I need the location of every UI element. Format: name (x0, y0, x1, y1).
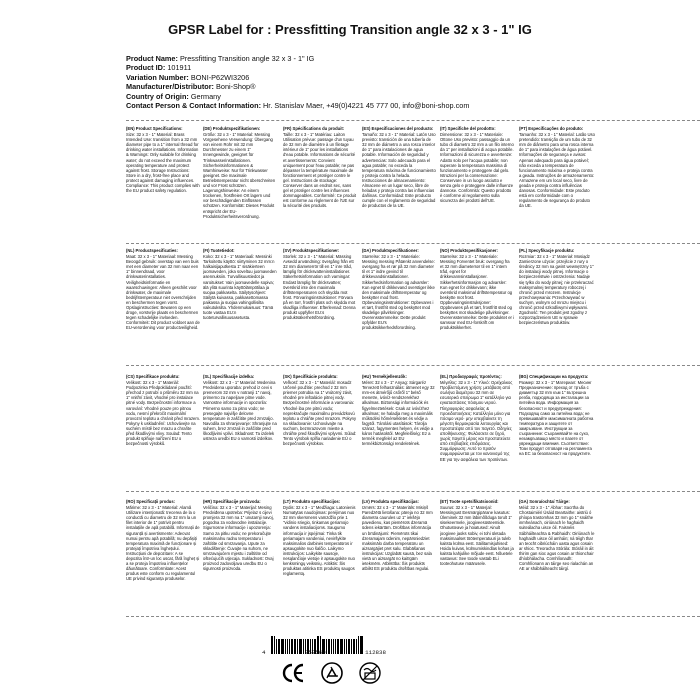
spec-heading: (DE) Produktspezifikationen: (203, 126, 261, 131)
spec-block (362, 248, 436, 360)
info-key: Contact Person & Contact Information: (126, 101, 261, 111)
spec-heading: (SV) Produktspecifikationer: (283, 248, 340, 253)
spec-text: Tamanho: 32 x 3 - 1" Material: Latão Uso pretendido: transição de um tubo de 32 mm de diâmetro para uma rosca interna de 1" para instalações de água potável. Informações de segurança e avisos: Apenas adequado para água potável; não exceda a temperatura de funcionamento máxima e proteja contra a geada. Instruções de armazenamento: Armazene em um local seco, livre de geada e proteja contra influências danosas. Conformidade: Este produto está em conformidade com o regulamento de segurança do produto da UE. (519, 132, 595, 209)
info-value: Pressfitting Transition angle 32 x 3 - 1" IG (179, 54, 315, 63)
spec-heading: (EL) Προδιαγραφές προϊόντος: (440, 374, 502, 379)
spec-block (440, 248, 514, 360)
spec-text: Méret: 32 x 3 - 1" Anyag: Sárgaréz Tervezett felhasználás: átmenet egy 32 mm-es átmérőjű csőről 1" belső menetre, ivóvíz-rendszerekhez alkalmas. Biztonsági információk és figyelmeztetések: Csak az ivóvízhez alkalmas; ne haladja meg a maximális működési hőmérsékletet és védje a fagytól. Tárolási utasítások: Tárolja száraz, fagymentes helyen, és védje a káros hatásoktól. Megfelelőség: Ez a termék megfelel az EU termékbiztonsági rendeletének. (362, 380, 435, 447)
info-row-product-name (126, 54, 469, 63)
section-divider (126, 491, 700, 492)
label-title: GPSR Label for : Pressfitting Transition angle 32 x 3 - 1" IG (168, 22, 532, 37)
info-value: 101911 (167, 63, 192, 73)
barcode-digits-right: 112838 (365, 649, 386, 656)
info-row-country (126, 92, 469, 101)
spec-block (362, 499, 436, 611)
spec-text: Mărime: 32 x 3 - 1" Material: Alamă Utilizare intenționată: trecerea de la o conductă cu diametru de 32 mm la un filet interior de 1" potrivit pentru instalațiile de apă potabilă. Informații de siguranță și avertismente: Adecvat numai pentru apă potabilă; nu depășiți temperatura maximă de funcționare și protejați împotriva înghețului. Instrucțiuni de depozitare: A se depozita într-un loc uscat, fără îngheț și a se proteja împotriva influențelor dăunătoare. Conformitate: Acest produs este conform cu regulamentul UE privind siguranța produselor. (126, 505, 200, 582)
spec-heading: (ET) Toote spetsifikatsioonid: (440, 499, 499, 504)
spec-block (283, 248, 357, 360)
info-row-manufacturer (126, 82, 469, 91)
spec-block (126, 248, 200, 360)
spec-text: Veľkosť: 32 x 3 - 1" Materiál: mosadz Určené použitie: prechod z 32 mm priemer potrubia na 1" vnútorný závit, vhodné pre inštalácie pitnej vody. Bezpečnostné informácie a varovania: Vhodné iba pre pitnú vodu; neprekračujte maximálnu prevádzkovú teplotu a chráňte pred mrazom. Pokyny na skladovanie: Uchovávajte na suchom, bezmrazovom mieste a chráňte pred škodlivými vplyvmi. Súlad: Tento výrobok spĺňa nariadenie EÚ o bezpečnosti výrobkov. (283, 380, 357, 447)
barcode-digits-mid: 058569 (304, 649, 326, 656)
spec-heading: (CS) Specifikace produktu: (126, 374, 180, 379)
spec-block (519, 374, 595, 486)
spec-text: Maat: 32 x 3 - 1" Materiaal: Messing Beoogd gebruik: overstap van een buis met een diameter van 32 mm naar een 1" binnendraad, voor drinkwaterinstallaties. Veiligheidsinformatie en waarschuwingen: Alleen geschikt voor drinkwater, de maximale bedrijfstemperatuur niet overschrijden en beschermen tegen vorst. Opslaginstructies: Bewaren op een droge, vorstvrije plaats en beschermen tegen schadelijke invloeden. Conformiteit: Dit product voldoet aan de EU-verordening voor productveiligheid. (126, 254, 200, 331)
section-divider (126, 616, 700, 617)
spec-heading: (PL) Specyfikacje produktu: (519, 248, 575, 253)
spec-heading: (IT) Specifiche del prodotto: (440, 126, 496, 131)
info-key: Country of Origin: (126, 91, 189, 101)
spec-text: Tamaño: 32 x 3 - 1" Material: Latón Uso previsto: transición de una tubería de 32 mm de diámetro a una rosca interior de 1" para instalaciones de agua potable. Información de seguridad y advertencias: Solo adecuado para el agua potable; no exceda la temperatura máxima de funcionamiento y proteja contra la helada. Instrucciones de almacenamiento: Almacene en un lugar seco, libre de heladas y proteja contra las influencias dañinas. Conformidad: Este producto cumple con el reglamento de seguridad de productos de la UE. (362, 132, 436, 209)
spec-heading: (HR) Specifikacije proizvoda: (203, 499, 261, 504)
spec-block (126, 499, 200, 611)
spec-text: Méid: 32 x 3 - 1" Ábhar: Sacrtha do Chostaimiéri Úsáid Beartaithe: aistriú ó phíopa trastomhas 32 mm go 1" snáithe inmheánach, oiriúnach le haghaidh suiteálacha uisce óil. Faisnéis Sábháilteachta & Rabhaidh: Oiriúnach le haghaidh uisce óil amháin; ná téigh thar an teocht oibriúcháin uasta agus cosain ar shioc. Treoracha Stórála: Stóráil in áit thirim gan sioc agus cosain ar thionchair dhíobhálacha. Comhlíonadh: Comhlíonann an táirge seo rialachán an AE ar shábháilteacht táirgí. (519, 505, 595, 572)
spec-heading: (EN) Product Specifications: (126, 126, 183, 131)
spec-block (362, 374, 436, 486)
info-row-variation (126, 73, 469, 82)
spec-text: Izmērs: 32 x 3 - 1" Materiāls: Misiņš Paredzētā lietošana: pāreja no 32 mm diametra caurules uz 1" iekšējo pavedienu, kas piemērots dzeramā ūdens iekārtām. Drošības informācija un brīdinājumi: Piemērots tikai dzeramajam ūdenim, nepārsniedziet maksimālo darba temperatūru un aizsargājiet pret salu. Glabāšanas instrukcijas: Uzglabāt sausā, bez sala vietā un aizsargāt no kaitīgām ietekmēm. Atbilstība: Šis produkts atbilst ES produktu drošības regulai. (362, 505, 433, 572)
barcode-digits (262, 649, 386, 656)
section-divider (126, 120, 700, 121)
spec-heading: (DA) Produktspecifikationer: (362, 248, 419, 253)
spec-text: Storlek: 32 x 3 - 1" Material: Mässing Avsedd användning: övergång från ett 32 mm diameterrör till en 1" inre tråd, lämplig för dricksvatteninstallationer. Säkerhetsinformation och varningar: Endast lämplig för dricksvatten; överskrid inte den maximala driftstemperaturen och skydda mot frost. Förvaringsinstruktioner: Förvara på en torr, frostfri plats och skydda mot skadliga influenser. Efterlevnad: Denna produkt uppfyller EU:s produktsäkerhetsförordning. (283, 254, 356, 321)
info-key: Product ID: (126, 63, 166, 73)
spec-heading: (NL) Productspecificaties: (126, 248, 178, 253)
spec-block (203, 374, 277, 486)
spec-block (519, 126, 595, 238)
spec-text: Størrelse: 32 x 3 - 1" Materiale: Messing Forventet bruk: overgang fra et 32 mm diameterrør til en 1" intern tråd, egnet for drikkevannsinstallasjoner. Sikkerhetsinformasjon og advarsler: Kun egnet for drikkevann; ikke overskrid maksimal driftstemperatur og beskytte mot frost. Oppbevaringsinstruksjoner: Oppbevares på et tørt, frostfritt sted og beskyttes mot skadelige påvirkninger. Overensstemmelse: Dette produktet er i samsvar med EU-forskrift om produktsikkerhet. (440, 254, 514, 331)
spec-block (283, 499, 357, 611)
spec-heading: (GA) Sonraíochtaí Táirge: (519, 499, 570, 504)
info-key: Manufacturer/Distributor: (126, 82, 214, 92)
info-value: BONI-P62WI3206 (190, 72, 250, 82)
spec-block (519, 499, 595, 611)
spec-block (519, 248, 595, 360)
spec-heading: (RO) Specificații produs: (126, 499, 176, 504)
spec-text: Suurus: 32 x 3 - 1" Materjal: Messingust Eesmärgipärane kasutus: Üleminek 32 mm läbimõõduga torult 1" sisekeermele, joogiveesüsteemide. Ohutusteave ja hoiatused: Ainult joogivee jaoks sobiv, ei tohi ületada maksimaalset töötemperatuuri ja tuleb kaitsta külma eest. Säilitamisjuhised: Hoida kuivas, külmumiskindlas kohas ja kaitsta kahjulike mõjude eest. Nõuetele vastavus: See toode vastab ELi tooteohutuse määrusele. (440, 505, 514, 567)
spec-text: Velikost: 32 x 3 - 1" Materiál: Podpozinka Předpokládané použití: přechod z potrubí o průměru 32 mm na 1" vnitřní závit, vhodné pro instalace pitné vody. Bezpečnostní informace a varování: Vhodné pouze pro pitnou vodu, nesmí překročit maximální provozní teplotu a chránit před mrazem. Pokyny k uskladnění: Uchovávejte na suchém místě bez mrazu a chraňte před škodlivými vlivy. Soulad: Tento produkt splňuje nařízení EU o bezpečnosti výrobků. (126, 380, 200, 447)
section-divider (126, 365, 700, 366)
spec-text: Taille: 32 x 3 - 1" Matériau: Laiton Utilisation prévue: passage d'un tuyau de 32 mm de diamètre à un filetage intérieur de 1" pour les installations d'eau potable. Informations de sécurité et avertissements: Convient uniquement pour l'eau potable; ne pas dépasser la température maximale de fonctionnement et protéger contre le gel. Instructions de stockage: Conserver dans un endroit sec, sans gel et protéger contre les influences dommageables. Conformité: Ce produit est conforme au règlement de l'UE sur la sécurité des produits. (283, 132, 357, 209)
spec-block (440, 126, 514, 238)
spec-text: Size: 32 x 3 - 1" Material: Brass Intended Use: transition from a 32 mm diameter pipe to a 1" internal thread for drinking water installations. Information & Warnings: Only suitable for drinking water; do not exceed the maximum operating temperature and protect against frost. Storage Instructions: Store in a dry, frost-free place and protect against damaging influences. Compliance: This product complies with the EU product safety regulation. (126, 132, 200, 194)
info-row-product-id (126, 63, 469, 72)
spec-heading: (LT) Produkto specifikacijos: (283, 499, 341, 504)
spec-block (283, 374, 357, 486)
ce-mark-icon (281, 661, 305, 685)
recycle-mobius-icon (320, 661, 344, 685)
info-key: Variation Number: (126, 72, 189, 82)
section-divider (126, 243, 700, 244)
spec-block (203, 126, 277, 238)
spec-block (362, 126, 436, 238)
spec-text: Velikost: 32 x 3 - 1" Material: Medenina Predvidena uporaba: prehod iz cevi s premerom 32 mm v notranji 1" navoj, primerno za napeljave pitne vode. Varnostne informacije in opozorila: Primerno samo za pitno vodo; ne presegajte najvišje delovne temperature in zaščitite pred zmrzaljo. Navodila za shranjevanje: Shranjujte na suhem, brez zmrzali in zaščitite pred škodljivimi vplivi. Skladnost: Ta izdelek ustreza uredbi EU o varnosti izdelkov. (203, 380, 277, 442)
spec-text: Размер: 32 x 3 - 1" Материал: Месинг Предназначение: преход от тръба с диаметър 32 mm към 1" вътрешна резба, подходяща за инсталации за питейна вода. Информация за безопасност и предупреждения: Подходящ само за питейна вода; не превишавайте максималната работна температура и защитете от замръзване. Инструкции за съхранение: Съхранявайте на сухо, незамръзващо място и пазете от увреждащи влияния. Съответствие: Този продукт отговаря на регламента на ЕС за безопасност на продуктите. (519, 380, 594, 457)
barcode-digit-left: 4 (262, 649, 266, 656)
spec-text: Koko: 32 x 3 - 1" Materiaali: Messinki Tarkoitettu käyttö: siirtyminen 32 mm:n halkaisijaputkesta 1" sisäkierteen juomaveden, joka soveltuu juomaveden asennuksiin. Turvallisuustiedot ja varoitukset: Vain juomavedelle sopiva; älä ylitä suurinta käyttölämpötilaa ja suojaa pakkaselta. Säilytysohjeet: Säilytä kuivassa, pakkasettomassa paikassa ja suojaa vahingollisilta vaikutuksilta. Yhdenmukaisuus: Tämä tuote vastaa EU:n tuoteturvallisuusasetusta. (203, 254, 277, 321)
info-value: Hr. Stanislav Maer, +49(0)4221 45 777 00, info@boni-shop.com (263, 101, 470, 111)
spec-block (203, 499, 277, 611)
spec-heading: (PT) Especificações do produto: (519, 126, 584, 131)
spec-text: Dimensione: 32 x 3 - 1" Materiale: Ottone Uso previsto: passaggio da un tubo di diametro 32 mm a un filo interno da 1" per installazioni di acqua potabile. Informazioni di sicurezza e avvertenze: Adatto solo per l'acqua potabile; non superare la temperatura massima di funzionamento e proteggere dal gelo. Istruzioni per la conservazione: Conservare in un luogo asciutto e senza gelo e proteggere dalle influenze dannose. Conformità: Questo prodotto è conforme al regolamento sulla sicurezza dei prodotti dell'UE. (440, 132, 514, 204)
spec-block (283, 126, 357, 238)
spec-block (440, 499, 514, 611)
info-value: Germany (190, 91, 221, 101)
spec-text: Μέγεθος: 32 x 3 - 1" Υλικό: Ορείχαλκος Προβλεπόμενη χρήση: μετάβαση από σωλήνα διαμέτρου 32 mm σε εσωτερικό σπείρωμα 1" κατάλληλο για εγκαταστάσεις πόσιμου νερού. Πληροφορίες ασφαλείας & προειδοποιήσεις: Κατάλληλο μόνο για πόσιμο νερό· μην υπερβαίνετε τη μέγιστη θερμοκρασία λειτουργίας και προστατέψτε από τον παγετό. Οδηγίες αποθήκευσης: Φυλάσσετε σε ξηρό, χωρίς παγετό μέρος και προστατεύετε από επιβλαβείς επιδράσεις. Συμμόρφωση: Αυτό το προϊόν συμμορφώνεται με τον κανονισμό της ΕΕ για την ασφάλεια των προϊόντων. (440, 380, 513, 462)
dishwasher-safe-icon (358, 661, 382, 685)
spec-block (126, 126, 200, 238)
spec-text: Rozmiar: 32 x 3 - 1" Materiał: Mosiądz Zamierzone użycie: przejście z rury o średnicy 32 mm na gwint wewnętrzny 1" do instalacji wody pitnej. Informacje o bezpieczeństwie i ostrzeżenia: Nadaje się tylko do wody pitnej; nie przekraczać maksymalnej temperatury roboczej i chronić przed mrozem. Instrukcje przechowywania: Przechowywać w suchym, wolnym od mrozu miejscu i chronić przed szkodliwymi wpływami. Zgodność: Ten produkt jest zgodny z rozporządzeniem UE w sprawie bezpieczeństwa produktów. (519, 254, 594, 326)
spec-text: Veličina: 32 x 3 - 1" Materijal: Mesing Predviđena upotreba: Prijelaz s cijevi promjera 32 mm na 1" unutarnji navoj, pogodna za vodovodne instalacije. Sigurnosne informacije i upozorenja: Samo za pitku vodu; ne prekoračujte maksimalnu radnu temperaturu i zaštitite od smrzavanja. Upute za skladištenje: Čuvajte na suhom, ne smrzavajućem mjestu i zaštitite od oštećujućih utjecaja. Sukladnost: Ovaj proizvod zadovoljava uredbu EU o sigurnosti proizvoda. (203, 505, 274, 572)
spec-heading: (FI) Tuotetiedot: (203, 248, 235, 253)
spec-block (126, 374, 200, 486)
spec-heading: (SL) Specifikacije izdelka: (203, 374, 255, 379)
spec-text: Dydis: 32 x 3 - 1" Medžiaga: Latonienis Numatytas naudojimas: perėjimas nuo 32 mm skersmens vamzdžio prie 1 "vidinio sriegio, tinkamas geriamojo vandens instaliacijoms. Saugumo informacija ir įspėjimai: Tinka tik geriamajam vandeniui, neviršykite maksimalios darbinės temperatūros ir apsaugokite nuo šalčio. Laikymo instrukcijos: Laikykite sausoje, nesąlančioje vietoje ir apsaugokite nuo kenksmingų veiksnių. Atitiktis: Šis produktas atitinka ES produktų saugos reglamentą. (283, 505, 356, 577)
compliance-icons (0, 661, 700, 687)
spec-text: Størrelse: 32 x 3 - 1" Materiale: Messing messing Påtænkt anvendelse: overgang fra et rør på 32 mm diameter til et 1" indre gevind til drikkevandsinstallationer. Sikkerhedsinformation og advarsler: Kun egnet til drikkevand overstiger ikke den maksimale driftstemperatur og beskytter mod frost. Opbevaringsinstruktioner: Opbevares i et tørt, frostfrit sted og beskyttet mod skadelige påvirkninger. Overensstemmelse: Dette produkt opfylder EU's produktsikkerhedsforordning. (362, 254, 435, 331)
spec-heading: (LV) Produkta specifikācijas: (362, 499, 419, 504)
spec-heading: (FR) Spécifications du produit: (283, 126, 345, 131)
spec-heading: (SK) Špecifikácie produktu: (283, 374, 338, 379)
spec-heading: (ES) Especificaciones del producto: (362, 126, 434, 131)
spec-heading: (BG) Спецификации на продукта: (519, 374, 589, 379)
info-key: Product Name: (126, 54, 178, 63)
spec-text: Größe: 32 x 3 - 1" Material: Messing Vorgesehene Verwendung: Übergang von einem Rohr mit 32 mm Durchmesser zu einem 1" Innengewinde, geeignet für Trinkwasserinstallationen. Sicherheitsinformationen & Warnhinweise: Nur für Trinkwasser geeignet. Die maximale Betriebstemperatur nicht überschreiten und vor Frost schützen. Lagerungshinweise: An einem trockenen, frostfreien Ort lagern und vor beschädigenden Einflüssen schützen. Konformität: Dieses Produkt entspricht der EU-Produktsicherheitsverordnung. (203, 132, 276, 219)
spec-heading: (HU) Termékjellemzők: (362, 374, 407, 379)
spec-block (440, 374, 514, 486)
product-info (126, 54, 469, 110)
spec-heading: (NO) Produktspesifikasjoner: (440, 248, 498, 253)
info-value: Boni-Shop® (216, 82, 256, 92)
info-row-contact (126, 101, 469, 110)
spec-block (203, 248, 277, 360)
